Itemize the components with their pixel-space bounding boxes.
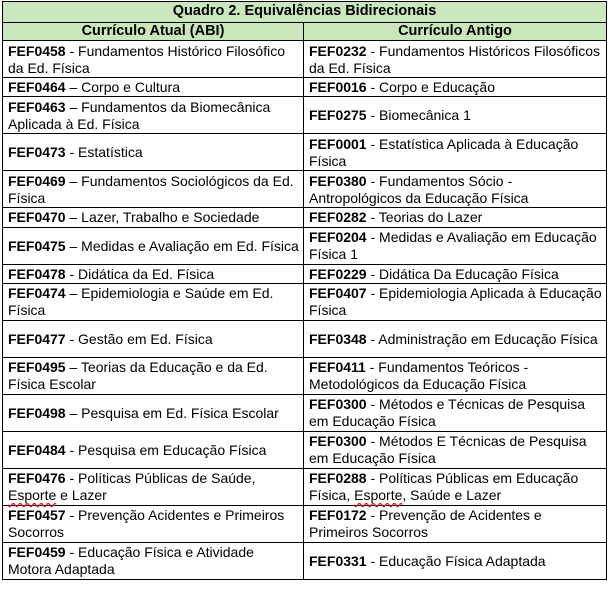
old-course-cell [304,357,607,394]
course-code: FEF0473 [8,144,66,161]
current-course-cell [3,505,304,542]
course-name: - Medidas e Avaliação em Educação Física 1 [309,228,597,263]
course-code: FEF0407 [309,285,367,302]
course-code: FEF0282 [309,209,367,226]
old-course-cell [304,78,607,97]
course-name: - Métodos E Técnicas de Pesquisa em Educação Física [309,433,587,467]
table-row [3,208,607,227]
table-row [3,227,607,264]
course-name: - Epidemiologia Aplicada à Educação Física [309,285,602,319]
course-code: FEF0380 [309,172,367,189]
course-name: - Políticas Públicas em Educação Física, [309,470,579,504]
course-name: - Biomecânica 1 [366,107,471,124]
old-course-cell [304,227,607,264]
header-current-curriculum: Currículo Atual (ABI) [3,23,304,41]
course-name: - Prevenção de Acidentes e Primeiros Socorros [309,507,542,541]
current-course-cell [3,468,304,505]
course-code: FEF0275 [309,107,367,124]
old-course-cell [304,41,607,78]
course-name: – Teorias da Educação e da Ed. Física Escolar [8,359,268,393]
course-code: FEF0459 [8,544,66,561]
course-code: FEF0300 [309,396,367,413]
course-code: FEF0464 [8,79,66,96]
course-name: – Corpo e Cultura [65,79,180,96]
table-row [3,78,607,97]
course-code: FEF0475 [8,237,66,254]
old-course-cell [304,283,607,320]
course-name: – Epidemiologia e Saúde em Ed. Física [8,285,274,319]
course-code: FEF0331 [309,552,367,569]
spellcheck-word: Esporte [354,487,403,504]
course-name: - Fundamentos Teóricos - Metodológicos da Educação Física [309,359,529,393]
old-course-cell [304,468,607,505]
old-course-cell [304,394,607,431]
course-code: FEF0470 [8,209,66,226]
table-row [3,357,607,394]
table-row [3,542,607,579]
course-name: – Medidas e Avaliação em Ed. Física [65,237,299,254]
table-row [3,134,607,171]
old-course-cell [304,208,607,227]
table-row [3,431,607,468]
spellcheck-word: Esporte [8,487,57,504]
course-name: - Políticas Públicas de Saúde, [65,470,256,487]
course-code: FEF0458 [8,42,66,59]
course-name: - Gestão em Ed. Física [65,330,213,347]
old-course-cell [304,505,607,542]
course-name-end: e Lazer [56,487,107,504]
current-course-cell [3,283,304,320]
table-row [3,171,607,208]
current-course-cell [3,41,304,78]
course-name: - Teorias do Lazer [366,209,483,226]
course-name: – Pesquisa em Ed. Física Escolar [65,404,279,421]
current-course-cell [3,227,304,264]
current-course-cell [3,542,304,579]
old-course-cell [304,97,607,134]
old-course-cell [304,542,607,579]
course-name: - Estatística Aplicada à Educação Física [309,135,579,169]
course-name: – Lazer, Trabalho e Sociedade [65,209,260,226]
course-code: FEF0300 [309,433,367,450]
course-name: – Fundamentos da Biomecânica Aplicada à Ed. Física [8,98,271,132]
course-code: FEF0476 [8,470,66,487]
course-code: FEF0232 [309,42,367,59]
course-name: - Educação Física Adaptada [366,552,546,569]
equivalence-table [2,1,607,580]
current-course-cell [3,431,304,468]
old-course-cell [304,431,607,468]
current-course-cell [3,134,304,171]
table-row [3,320,607,357]
course-code: FEF0288 [309,470,367,487]
course-name: - Prevenção Acidentes e Primeiros Socorros [8,507,285,541]
course-code: FEF0457 [8,507,66,524]
table-title: Quadro 2. Equivalências Bidirecionais [3,2,607,23]
course-name: - Métodos e Técnicas de Pesquisa em Educação Física [309,396,586,430]
course-code: FEF0204 [309,228,367,245]
current-course-cell [3,320,304,357]
table-row [3,394,607,431]
course-code: FEF0474 [8,285,66,302]
course-name: – Fundamentos Sociológicos da Ed. Física [8,172,294,206]
current-course-cell [3,264,304,283]
course-code: FEF0498 [8,404,66,421]
course-name-end: , Saúde e Lazer [402,487,502,504]
course-code: FEF0348 [309,330,367,347]
course-code: FEF0411 [309,359,366,376]
course-code: FEF0469 [8,172,66,189]
current-course-cell [3,78,304,97]
old-course-cell [304,134,607,171]
course-name: - Fundamentos Sócio - Antropológicos da Educação Física [309,172,529,206]
course-name: - Fundamentos Históricos Filosóficos da Ed. Física [309,42,601,76]
course-name: - Corpo e Educação [366,79,495,96]
old-course-cell [304,264,607,283]
course-code: FEF0478 [8,265,66,282]
course-name: - Administração em Educação Física [366,330,598,347]
course-code: FEF0463 [8,98,66,115]
course-code: FEF0229 [309,265,367,282]
current-course-cell [3,357,304,394]
course-code: FEF0495 [8,359,66,376]
table-row [3,283,607,320]
course-name: - Fundamentos Histórico Filosófico da Ed. Física [8,42,286,76]
course-name: - Educação Física e Atividade Motora Adaptada [8,544,254,578]
table-row [3,97,607,134]
course-name: - Pesquisa em Educação Física [65,441,267,458]
course-code: FEF0001 [309,135,367,152]
table-row [3,468,607,505]
course-code: FEF0484 [8,441,66,458]
table-row [3,41,607,78]
course-code: FEF0172 [309,507,367,524]
course-code: FEF0477 [8,330,66,347]
table-row [3,505,607,542]
old-course-cell [304,320,607,357]
course-name: - Didática da Ed. Física [65,265,215,282]
current-course-cell [3,394,304,431]
current-course-cell [3,208,304,227]
course-name: - Didática Da Educação Física [366,265,559,282]
header-old-curriculum: Currículo Antigo [304,23,607,41]
course-name: - Estatística [65,144,143,161]
table-row [3,264,607,283]
current-course-cell [3,97,304,134]
old-course-cell [304,171,607,208]
course-code: FEF0016 [309,79,367,96]
current-course-cell [3,171,304,208]
